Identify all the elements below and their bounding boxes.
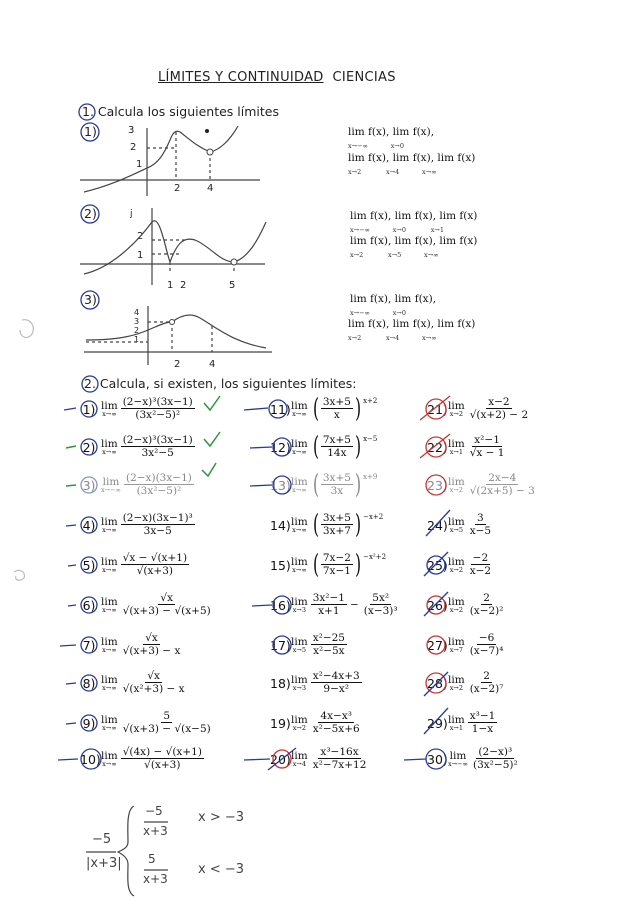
graph1-circle-mark [81, 123, 99, 141]
exercise-1: 1) lim x→∞ (2−x)³(3x−1) (3x²−5)² [82, 396, 193, 421]
exercise-9: 9) lim x→∞ 5 √(x+3) − √(x−5) [82, 710, 211, 735]
graph1-limits-line1: lim f(x), lim f(x), [348, 126, 435, 138]
exercise-25: 25) lim x→2 −2 x−2 [427, 552, 492, 577]
exercise-6: 6) lim x→∞ √x √(x+3) − √(x+5) [82, 592, 211, 617]
section2-label: 2. [84, 376, 96, 391]
margin-scribble-1 [20, 320, 33, 338]
exercise-29: 29) lim x→1 x³−1 1−x [427, 710, 496, 735]
section1-text: Calcula los siguientes límites [97, 104, 279, 119]
g3-tick-y4: 4 [134, 308, 140, 317]
g1-tick-x2: 2 [174, 183, 181, 194]
exercise-10: 10) lim x→∞ √(4x) − √(x+1) √(x+3) [80, 746, 202, 771]
section2-text: Calcula, si existen, los siguientes límites: [99, 376, 357, 391]
graph3-number: 3) [84, 292, 97, 307]
g1-tick-y2: 2 [130, 142, 137, 153]
g2-tick-x2: 2 [180, 280, 187, 291]
exercise-4: 4) lim x→∞ (2−x)(3x−1)³ 3x−5 [82, 512, 193, 537]
exercise-3: 3) lim x→−∞ (2−x)(3x−1) (3x²−5)² [82, 472, 192, 497]
note-left-den: |x+3| [86, 856, 122, 871]
graph2-limits-subs2: x→2 x→5 x→∞ [350, 251, 439, 259]
column2-dash-marks [244, 408, 296, 770]
g2-tick-x1: 1 [167, 280, 174, 291]
exercise-7: 7) lim x→∞ √x √(x+3) − x [82, 632, 181, 657]
exercise-15: 15) lim x→∞ ( 7x−2 7x−1 ) −x²+2 [270, 550, 387, 580]
exercise-11: 11) lim x→∞ ( 3x+5 x ) x+2 [270, 394, 378, 424]
g3-tick-y1: 1 [134, 335, 140, 344]
section1-label: 1. [82, 104, 94, 119]
exercise-26: 26) lim x→2 2 (x−2)² [427, 592, 504, 617]
note-bot-num: 5 [148, 852, 156, 866]
column1-dash-marks [58, 408, 78, 760]
section1-circle-mark [79, 104, 95, 120]
g3-tick-x4: 4 [209, 359, 216, 370]
margin-scribble-2 [14, 570, 24, 580]
graph3-circle-mark [81, 291, 99, 309]
g3-tick-y3: 3 [134, 317, 140, 326]
note-bot-cond: x < −3 [198, 862, 245, 877]
note-top-num: −5 [145, 804, 163, 818]
exercise-24: 24) lim x→5 3 x−5 [427, 512, 492, 537]
graph2-circle-mark [81, 205, 99, 223]
graph3-limits-line1: lim f(x), lim f(x), [350, 293, 437, 305]
graph1-limits-line2: lim f(x), lim f(x), lim f(x) [348, 152, 476, 164]
graph2-axes [80, 208, 265, 285]
column2-number-circles [269, 400, 291, 768]
g2-tick-x5: 5 [229, 280, 236, 291]
exercise-23: 23) lim x→2 2x−4 √(2x+5) − 3 [427, 472, 535, 497]
exercise-2: 2) lim x→∞ (2−x)³(3x−1) 3x²−5 [82, 434, 193, 459]
graph3-curve [86, 315, 266, 352]
g2-tick-y1: 1 [137, 250, 144, 261]
exercise-30: 30) lim x→−∞ (2−x)³ (3x²−5)² [427, 746, 518, 771]
exercise-14: 14) lim x→∞ ( 3x+5 3x+7 ) −x+2 [270, 510, 384, 540]
g3-tick-y2: 2 [134, 326, 140, 335]
graph2-curve [84, 221, 266, 274]
title-subject: CIENCIAS [332, 70, 396, 85]
note-top-cond: x > −3 [198, 810, 245, 825]
exercise-22: 22) lim x→1 x²−1 √x − 1 [427, 434, 505, 459]
g1-tick-y3: 3 [128, 125, 135, 136]
section2-circle-mark [82, 376, 98, 392]
graph2-limits-subs1: x→−∞ x→0 x→1 [350, 226, 445, 234]
exercise-19: 19) lim x→2 4x−x³ x²−5x+6 [270, 710, 360, 735]
exercise-8: 8) lim x→∞ √x √(x²+3) − x [82, 670, 185, 695]
graph2-limits-line2: lim f(x), lim f(x), lim f(x) [350, 235, 478, 247]
g1-tick-x4: 4 [207, 183, 214, 194]
graph1-curve [84, 126, 238, 192]
graph1-limits-subs1: x→−∞ x→0 [348, 142, 404, 150]
graph1-limits-subs2: x→2 x→4 x→∞ [348, 168, 437, 176]
exercise-17: 17) lim x→5 x²−25 x²−5x [270, 632, 345, 657]
note-left-num: −5 [92, 832, 112, 847]
exercise-21: 21) lim x→2 x−2 √(x+2) − 2 [427, 396, 529, 421]
graph1-number: 1) [84, 124, 97, 139]
exercise-13: 13) lim x→∞ ( 3x+5 3x ) x+9 [270, 470, 378, 500]
graph3-axes [84, 306, 272, 365]
graph3-limits-subs1: x→−∞ x→0 [350, 309, 406, 317]
exercise-18: 18) lim x→3 x²−4x+3 9−x² [270, 670, 360, 695]
g1-tick-y1: 1 [136, 159, 143, 170]
graph3-limits-subs2: x→2 x→4 x→∞ [348, 334, 437, 342]
exercise-20: 20) lim x→4 x³−16x x²−7x+12 [270, 746, 367, 771]
g3-tick-x2: 2 [174, 359, 181, 370]
graph2-limits-line1: lim f(x), lim f(x), lim f(x) [350, 210, 478, 222]
exercise-12: 12) lim x→∞ ( 7x+5 14x ) x−5 [270, 432, 378, 462]
note-brace [86, 806, 168, 896]
check-marks [202, 396, 220, 476]
graph3-limits-line2: lim f(x), lim f(x), lim f(x) [348, 318, 476, 330]
exercise-5: 5) lim x→∞ √x − √(x+1) √(x+3) [82, 552, 188, 577]
column1-number-circles [81, 401, 101, 769]
exercise-27: 27) lim x→7 −6 (x−7)⁴ [427, 632, 504, 657]
graph2-number: 2) [84, 206, 97, 221]
note-top-den: x+3 [143, 824, 168, 838]
exercise-28: 28) lim x→2 2 (x−2)⁷ [427, 670, 504, 695]
g2-tick-yj: j [130, 209, 133, 219]
note-bot-den: x+3 [143, 872, 168, 886]
title-main: LÍMITES Y CONTINUIDAD [158, 70, 324, 85]
exercise-16: 16) lim x→3 3x²−1 x+1 − $\frac{\text{5x²}}{\text{(x−3)³}}$ [270, 592, 398, 617]
g2-tick-y2: 2 [137, 231, 144, 242]
